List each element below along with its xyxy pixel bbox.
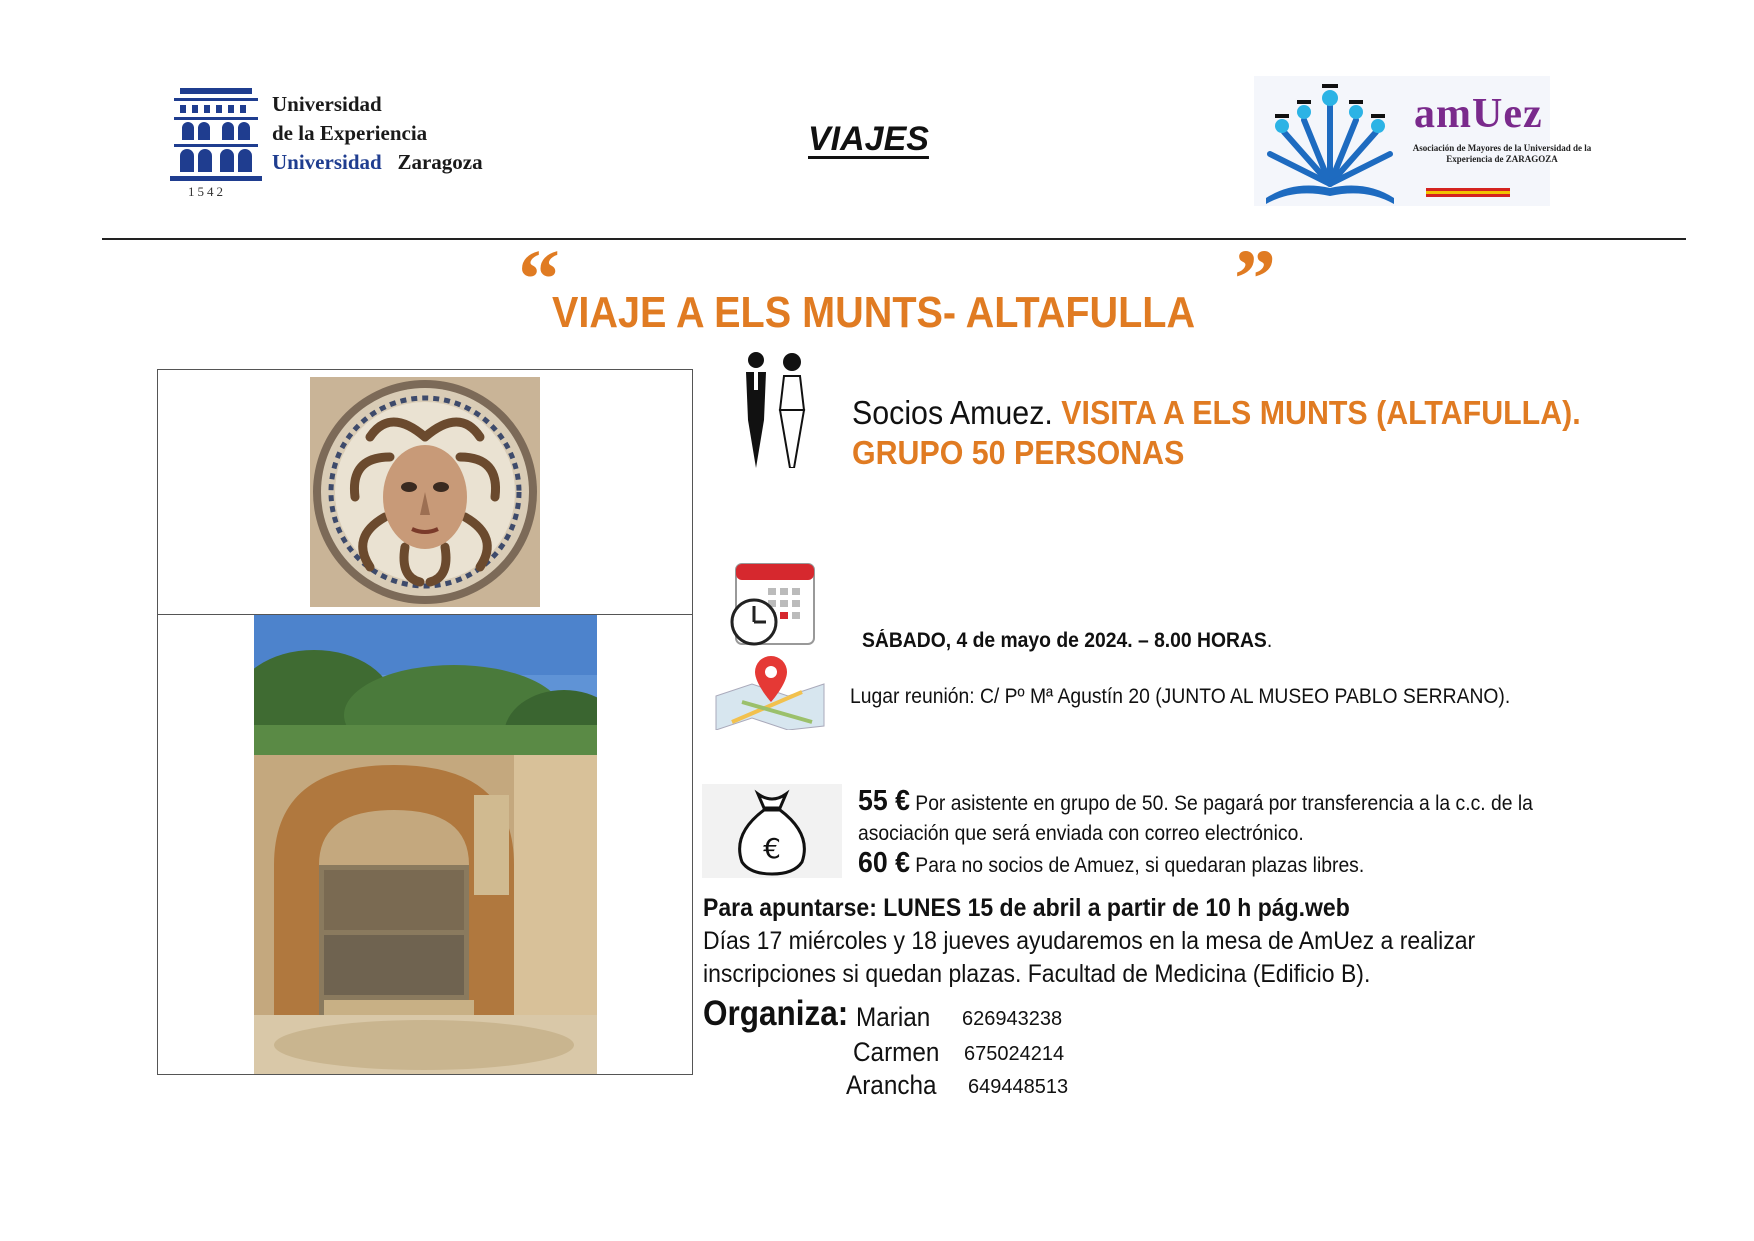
amuez-name: amUez bbox=[1414, 91, 1543, 137]
price-members-text: Por asistente en grupo de 50. Se pagará por transferencia a la c.c. de la asociación que será enviada con correo electrónico. bbox=[858, 792, 1533, 845]
price-members-amount: 55 € bbox=[858, 785, 910, 817]
audience-prefix: Socios Amuez. bbox=[852, 394, 1062, 431]
organizer-phone: 626943238 bbox=[962, 1008, 1063, 1030]
price-nonmembers bbox=[858, 847, 1365, 879]
header-divider bbox=[102, 238, 1686, 240]
price-nonmembers-amount: 60 € bbox=[858, 847, 910, 879]
university-year: 1542 bbox=[188, 184, 226, 199]
event-date-end: . bbox=[1266, 629, 1273, 652]
amuez-subtitle: Asociación de Mayores de la Universidad de la Experiencia de ZARAGOZA bbox=[1412, 143, 1592, 164]
page-title: VIAJE A ELS MUNTS- ALTAFULLA bbox=[552, 288, 1196, 337]
organizer-name: Arancha bbox=[846, 1070, 937, 1100]
medusa-mosaic-image bbox=[310, 377, 540, 607]
title-open-quote: “ bbox=[518, 233, 560, 326]
university-line2: de la Experiencia bbox=[272, 121, 428, 145]
event-date bbox=[862, 628, 1272, 654]
organizer-name: Marian bbox=[856, 1002, 931, 1032]
calendar-clock-icon bbox=[728, 560, 818, 648]
ruins-arch-image bbox=[254, 615, 597, 1074]
university-line3a: Universidad bbox=[272, 150, 382, 174]
university-line3b: Zaragoza bbox=[397, 150, 483, 174]
registration-info bbox=[703, 892, 1531, 991]
university-line1: Universidad bbox=[272, 92, 382, 116]
price-nonmembers-text: Para no socios de Amuez, si quedaran plazas libres. bbox=[909, 854, 1365, 877]
section-heading: VIAJES bbox=[808, 120, 929, 158]
map-pin-icon bbox=[712, 652, 830, 730]
university-name bbox=[272, 90, 483, 177]
event-date-bold: SÁBADO, 4 de mayo de 2024. – 8.00 HORAS bbox=[862, 629, 1267, 652]
organizer-phone: 649448513 bbox=[968, 1076, 1069, 1098]
audience-highlight2: GRUPO 50 PERSONAS bbox=[852, 434, 1185, 471]
audience-highlight1: VISITA A ELS MUNTS (ALTAFULLA). bbox=[1061, 394, 1581, 431]
price-members bbox=[858, 786, 1568, 849]
organizers-label: Organiza: bbox=[703, 994, 849, 1033]
registration-headline: Para apuntarse: LUNES 15 de abril a partir de 10 h pág.web bbox=[703, 894, 1350, 922]
meeting-place: Lugar reunión: C/ Pº Mª Agustín 20 (JUNTO AL MUSEO PABLO SERRANO). bbox=[850, 685, 1511, 708]
organizer-phone: 675024214 bbox=[964, 1043, 1065, 1065]
organizer-name: Carmen bbox=[853, 1037, 940, 1067]
couple-icon bbox=[734, 350, 814, 468]
svg-text:€: € bbox=[763, 832, 781, 865]
registration-body: Días 17 miércoles y 18 jueves ayudaremos en la mesa de AmUez a realizar inscripciones si quedan plazas. Facultad de Medicina (Edificio B). bbox=[703, 927, 1476, 988]
audience-line1 bbox=[852, 394, 1581, 431]
title-close-quote: ” bbox=[1234, 233, 1276, 326]
money-bag-euro-icon bbox=[702, 784, 842, 878]
